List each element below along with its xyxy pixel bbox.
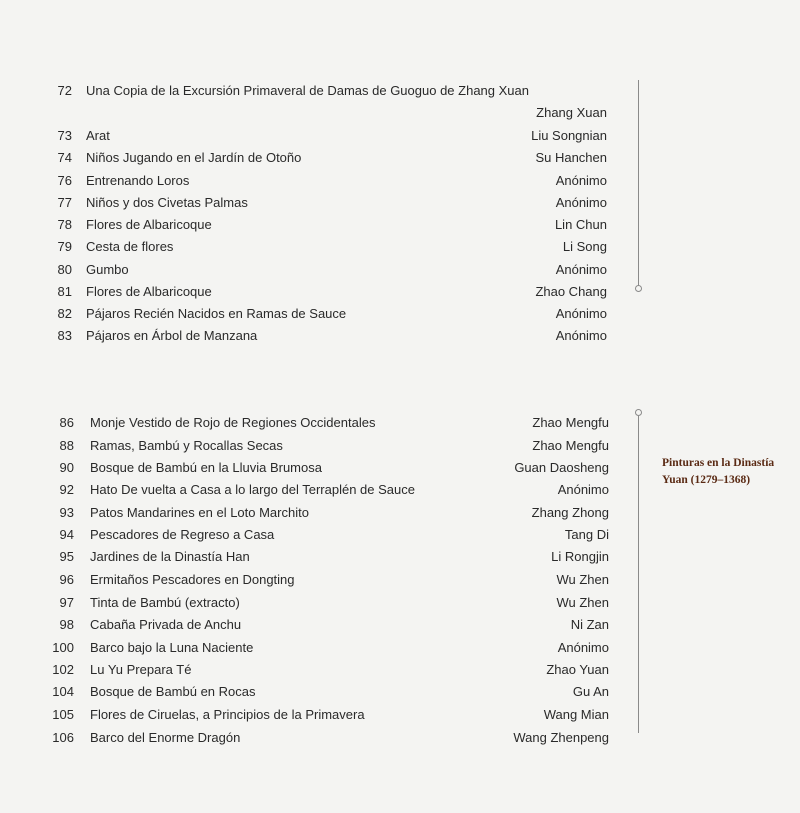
section-marker-dot-song: [635, 285, 642, 292]
list-item: [0, 524, 800, 546]
catalog-number: 82: [57, 306, 72, 321]
painting-title: Pájaros Recién Nacidos en Ramas de Sauce: [86, 306, 347, 321]
section-label-line2: Yuan (1279–1368): [662, 474, 751, 486]
painting-title: Monje Vestido de Rojo de Regiones Occidentales: [90, 415, 376, 430]
catalog-number: 79: [57, 239, 72, 254]
painting-title: Barco del Enorme Dragón: [90, 730, 241, 745]
painting-title: Ramas, Bambú y Rocallas Secas: [90, 438, 283, 453]
section-label-line1: Pinturas en la Dinastía: [662, 457, 775, 469]
list-item: [0, 614, 800, 636]
painting-title: Flores de Ciruelas, a Principios de la Primavera: [90, 707, 365, 722]
catalog-number: 73: [57, 128, 72, 143]
list-item: [0, 170, 800, 192]
artist-name: Anónimo: [555, 328, 607, 343]
painting-title: Jardines de la Dinastía Han: [90, 549, 250, 564]
list-item: [0, 325, 800, 347]
artist-name: Anónimo: [555, 195, 607, 210]
artist-name: Guan Daosheng: [514, 460, 609, 475]
catalog-number: 76: [57, 173, 72, 188]
list-item: [0, 592, 800, 614]
painting-title: Pájaros en Árbol de Manzana: [86, 328, 258, 343]
artist-name: Wu Zhen: [556, 595, 609, 610]
catalog-number: 102: [52, 662, 74, 677]
artist-name: Anónimo: [555, 173, 607, 188]
painting-title: Patos Mandarines en el Loto Marchito: [90, 505, 309, 520]
catalog-number: 83: [57, 328, 72, 343]
painting-title: Lu Yu Prepara Té: [90, 662, 192, 677]
list-item: [0, 569, 800, 591]
painting-title: Barco bajo la Luna Naciente: [90, 640, 254, 655]
section-divider-line-song: [638, 80, 639, 286]
painting-title: Una Copia de la Excursión Primaveral de Damas de Guoguo de Zhang Xuan: [86, 83, 529, 98]
painting-title: Cesta de flores: [86, 239, 174, 254]
catalog-number: 93: [59, 505, 74, 520]
list-item: [0, 502, 800, 524]
artist-name: Su Hanchen: [535, 150, 607, 165]
catalog-number: 98: [59, 617, 74, 632]
catalog-number: 81: [57, 284, 72, 299]
list-item: [0, 435, 800, 457]
catalog-number: 74: [57, 150, 72, 165]
list-item: [0, 659, 800, 681]
artist-name: Zhang Xuan: [536, 105, 607, 120]
painting-title: Niños Jugando en el Jardín de Otoño: [86, 150, 302, 165]
list-item: [0, 727, 800, 749]
list-item: [0, 704, 800, 726]
catalog-number: 77: [57, 195, 72, 210]
list-item: [0, 102, 800, 124]
artist-name: Lin Chun: [554, 217, 607, 232]
catalog-number: 86: [59, 415, 74, 430]
list-item: [0, 303, 800, 325]
painting-title: Bosque de Bambú en Rocas: [90, 684, 256, 699]
artist-name: Ni Zan: [570, 617, 609, 632]
list-item: [0, 412, 800, 434]
catalog-number: 96: [59, 572, 74, 587]
painting-title: Cabaña Privada de Anchu: [90, 617, 242, 632]
painting-title: Pescadores de Regreso a Casa: [90, 527, 275, 542]
artist-name: Zhang Zhong: [531, 505, 609, 520]
catalog-number: 105: [52, 707, 74, 722]
catalog-number: 97: [59, 595, 74, 610]
list-item: [0, 259, 800, 281]
painting-title: Gumbo: [86, 262, 129, 277]
catalog-number: 80: [57, 262, 72, 277]
painting-title: Ermitaños Pescadores en Dongting: [90, 572, 295, 587]
painting-title: Hato De vuelta a Casa a lo largo del Terraplén de Sauce: [90, 482, 415, 497]
catalog-number: 90: [59, 460, 74, 475]
painting-title: Tinta de Bambú (extracto): [90, 595, 240, 610]
catalog-number: 88: [59, 438, 74, 453]
artist-name: Zhao Mengfu: [532, 438, 609, 453]
artist-name: Li Song: [562, 239, 607, 254]
artist-name: Wu Zhen: [556, 572, 609, 587]
artist-name: Li Rongjin: [551, 549, 609, 564]
list-item: [0, 681, 800, 703]
painting-title: Bosque de Bambú en la Lluvia Brumosa: [90, 460, 322, 475]
artist-name: Zhao Mengfu: [532, 415, 609, 430]
list-item: [0, 125, 800, 147]
artist-name: Anónimo: [557, 640, 609, 655]
artist-name: Anónimo: [555, 306, 607, 321]
artist-name: Wang Mian: [543, 707, 609, 722]
list-item: [0, 147, 800, 169]
artist-name: Anónimo: [557, 482, 609, 497]
section-label-yuan-dynasty: [662, 455, 792, 489]
catalog-number: 95: [59, 549, 74, 564]
painting-title: Niños y dos Civetas Palmas: [86, 195, 248, 210]
catalog-number: 92: [59, 482, 74, 497]
catalog-number: 100: [52, 640, 74, 655]
catalog-number: 78: [57, 217, 72, 232]
list-item: [0, 546, 800, 568]
list-item: [0, 192, 800, 214]
painting-title: Flores de Albaricoque: [86, 284, 212, 299]
catalog-number: 106: [52, 730, 74, 745]
catalog-number: 104: [52, 684, 74, 699]
list-item: [0, 236, 800, 258]
list-item: [0, 214, 800, 236]
artist-name: Tang Di: [564, 527, 609, 542]
artist-name: Zhao Yuan: [546, 662, 609, 677]
artist-name: Gu An: [572, 684, 609, 699]
painting-title: Flores de Albaricoque: [86, 217, 212, 232]
painting-title: Arat: [86, 128, 110, 143]
painting-title: Entrenando Loros: [86, 173, 190, 188]
list-item: [0, 281, 800, 303]
artist-name: Liu Songnian: [531, 128, 607, 143]
section-divider-line-yuan: [638, 416, 639, 733]
list-item: [0, 637, 800, 659]
section-marker-dot-yuan: [635, 409, 642, 416]
catalog-number: 72: [57, 83, 72, 98]
list-item: [0, 80, 800, 102]
catalog-number: 94: [59, 527, 74, 542]
artist-name: Wang Zhenpeng: [513, 730, 609, 745]
artist-name: Anónimo: [555, 262, 607, 277]
artist-name: Zhao Chang: [535, 284, 607, 299]
